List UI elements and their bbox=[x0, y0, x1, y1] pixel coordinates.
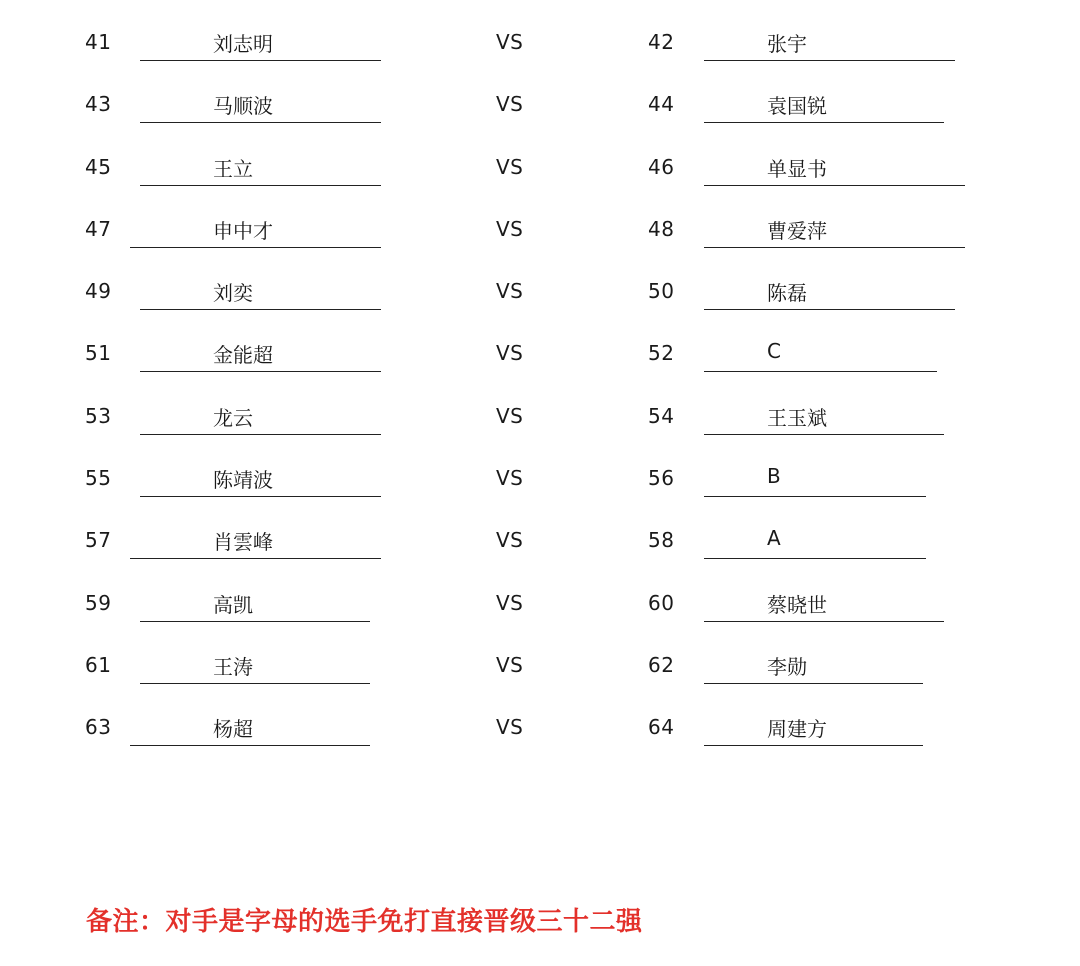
left-player-name: 龙云 bbox=[213, 406, 253, 430]
right-player-slot bbox=[704, 22, 955, 61]
right-seed-number: 64 bbox=[648, 715, 675, 739]
match-row bbox=[0, 333, 1080, 373]
left-seed-number: 51 bbox=[85, 341, 112, 365]
left-player-name: 陈靖波 bbox=[213, 468, 273, 492]
left-player-name: 金能超 bbox=[213, 343, 273, 367]
vs-label: VS bbox=[496, 217, 524, 241]
left-player-slot bbox=[140, 396, 381, 435]
left-player-slot bbox=[130, 209, 381, 248]
vs-label: VS bbox=[496, 591, 524, 615]
right-player-name: 单显书 bbox=[767, 157, 827, 181]
right-player-name: 周建方 bbox=[767, 717, 827, 741]
match-row bbox=[0, 458, 1080, 498]
right-player-name: 张宇 bbox=[767, 32, 807, 56]
right-seed-number: 46 bbox=[648, 155, 675, 179]
right-seed-number: 54 bbox=[648, 404, 675, 428]
vs-label: VS bbox=[496, 404, 524, 428]
right-player-slot bbox=[704, 458, 926, 497]
right-player-slot bbox=[704, 645, 923, 684]
left-seed-number: 57 bbox=[85, 528, 112, 552]
right-player-name: 陈磊 bbox=[767, 281, 807, 305]
right-player-slot bbox=[704, 84, 944, 123]
left-seed-number: 43 bbox=[85, 92, 112, 116]
left-player-slot bbox=[140, 147, 381, 186]
right-seed-number: 50 bbox=[648, 279, 675, 303]
left-seed-number: 45 bbox=[85, 155, 112, 179]
right-player-slot bbox=[704, 271, 955, 310]
left-player-name: 肖雲峰 bbox=[213, 530, 273, 554]
right-player-slot bbox=[704, 147, 965, 186]
vs-label: VS bbox=[496, 155, 524, 179]
right-player-name: 蔡晓世 bbox=[767, 593, 827, 617]
note-text: 备注：对手是字母的选手免打直接晋级三十二强 bbox=[86, 907, 643, 937]
right-player-name: 王玉斌 bbox=[767, 406, 827, 430]
right-player-slot bbox=[704, 396, 944, 435]
match-row bbox=[0, 271, 1080, 311]
left-player-slot bbox=[140, 645, 370, 684]
right-player-slot bbox=[704, 707, 923, 746]
match-row bbox=[0, 84, 1080, 124]
left-seed-number: 49 bbox=[85, 279, 112, 303]
vs-label: VS bbox=[496, 92, 524, 116]
match-row bbox=[0, 396, 1080, 436]
match-row bbox=[0, 707, 1080, 747]
vs-label: VS bbox=[496, 653, 524, 677]
left-seed-number: 47 bbox=[85, 217, 112, 241]
right-player-name: 曹爱萍 bbox=[767, 219, 827, 243]
right-seed-number: 58 bbox=[648, 528, 675, 552]
left-player-slot bbox=[140, 271, 381, 310]
right-seed-number: 42 bbox=[648, 30, 675, 54]
right-player-name: 李勋 bbox=[767, 655, 807, 679]
right-player-slot bbox=[704, 209, 965, 248]
match-row bbox=[0, 645, 1080, 685]
right-player-name: C bbox=[767, 339, 781, 363]
left-player-slot bbox=[140, 333, 381, 372]
right-seed-number: 52 bbox=[648, 341, 675, 365]
left-seed-number: 59 bbox=[85, 591, 112, 615]
right-player-slot bbox=[704, 333, 937, 372]
right-seed-number: 62 bbox=[648, 653, 675, 677]
left-seed-number: 61 bbox=[85, 653, 112, 677]
vs-label: VS bbox=[496, 279, 524, 303]
right-seed-number: 56 bbox=[648, 466, 675, 490]
vs-label: VS bbox=[496, 341, 524, 365]
right-seed-number: 60 bbox=[648, 591, 675, 615]
left-player-slot bbox=[140, 22, 381, 61]
left-player-name: 高凯 bbox=[213, 593, 253, 617]
left-player-name: 杨超 bbox=[213, 717, 253, 741]
left-player-slot bbox=[130, 520, 381, 559]
vs-label: VS bbox=[496, 528, 524, 552]
right-seed-number: 44 bbox=[648, 92, 675, 116]
right-seed-number: 48 bbox=[648, 217, 675, 241]
right-player-name: A bbox=[767, 526, 781, 550]
left-player-name: 刘志明 bbox=[213, 32, 273, 56]
left-seed-number: 63 bbox=[85, 715, 112, 739]
left-player-name: 王涛 bbox=[213, 655, 253, 679]
left-player-name: 马顺波 bbox=[213, 94, 273, 118]
left-player-name: 刘奕 bbox=[213, 281, 253, 305]
left-player-name: 申中才 bbox=[213, 219, 273, 243]
match-row bbox=[0, 583, 1080, 623]
vs-label: VS bbox=[496, 715, 524, 739]
left-player-slot bbox=[140, 458, 381, 497]
right-player-slot bbox=[704, 520, 926, 559]
match-row bbox=[0, 520, 1080, 560]
left-seed-number: 41 bbox=[85, 30, 112, 54]
right-player-slot bbox=[704, 583, 944, 622]
match-row bbox=[0, 22, 1080, 62]
vs-label: VS bbox=[496, 30, 524, 54]
left-player-slot bbox=[140, 84, 381, 123]
left-player-name: 王立 bbox=[213, 157, 253, 181]
right-player-name: B bbox=[767, 464, 781, 488]
match-row bbox=[0, 147, 1080, 187]
match-row bbox=[0, 209, 1080, 249]
left-player-slot bbox=[140, 583, 370, 622]
vs-label: VS bbox=[496, 466, 524, 490]
right-player-name: 袁国锐 bbox=[767, 94, 827, 118]
left-seed-number: 53 bbox=[85, 404, 112, 428]
left-player-slot bbox=[130, 707, 370, 746]
left-seed-number: 55 bbox=[85, 466, 112, 490]
